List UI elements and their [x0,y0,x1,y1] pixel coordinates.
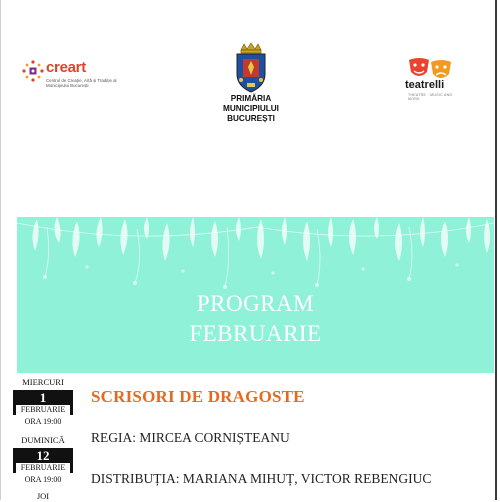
primaria-name [201,94,301,124]
creart-logo [21,56,121,96]
primaria-line: MUNICIPIULUI [223,104,279,113]
primaria-line: BUCUREȘTI [227,114,275,123]
date-weekday: MIERCURI [22,377,64,387]
date-month: FEBRUARIE [16,463,70,473]
date-entry [11,435,75,485]
play-title: SCRISORI DE DRAGOSTE [91,387,305,406]
teatrelli-logo [395,56,465,101]
date-entry [11,377,75,427]
date-time: ORA 19:00 [24,475,62,484]
date-month: FEBRUARIE [16,405,70,415]
creart-emblem-icon [21,59,45,83]
bucharest-crest-icon [230,42,272,94]
play-direction: REGIA: MIRCEA CORNIȘTEANU [91,430,290,445]
date-weekday: DUMINICĂ [21,435,65,445]
program-banner [17,217,494,373]
leaf-garland-decoration [17,217,494,297]
banner-title [17,289,494,349]
primaria-line: PRIMĂRIA [230,94,272,103]
teatrelli-name: teatrelli [405,79,445,91]
teatrelli-tagline: THEATRE · MUSIC AND MORE [408,93,453,101]
banner-title-line1: PROGRAM [196,291,315,316]
date-weekday: JOI [36,491,50,501]
date-entry [11,491,75,502]
primaria-logo [201,42,301,130]
banner-title-line2: FEBRUARIE [189,321,322,346]
creart-subtitle: Centrul de Creație, Artă și Tradiție al Municipiului București [46,78,117,88]
date-box [13,448,73,473]
date-box [13,390,73,415]
date-day: 1 [39,390,47,405]
play-cast: DISTRIBUȚIA: MARIANA MIHUȚ, VICTOR REBENGIUC [91,471,432,486]
date-time: ORA 19:00 [24,417,62,426]
date-day: 12 [36,448,50,463]
creart-name: creart [46,59,86,76]
